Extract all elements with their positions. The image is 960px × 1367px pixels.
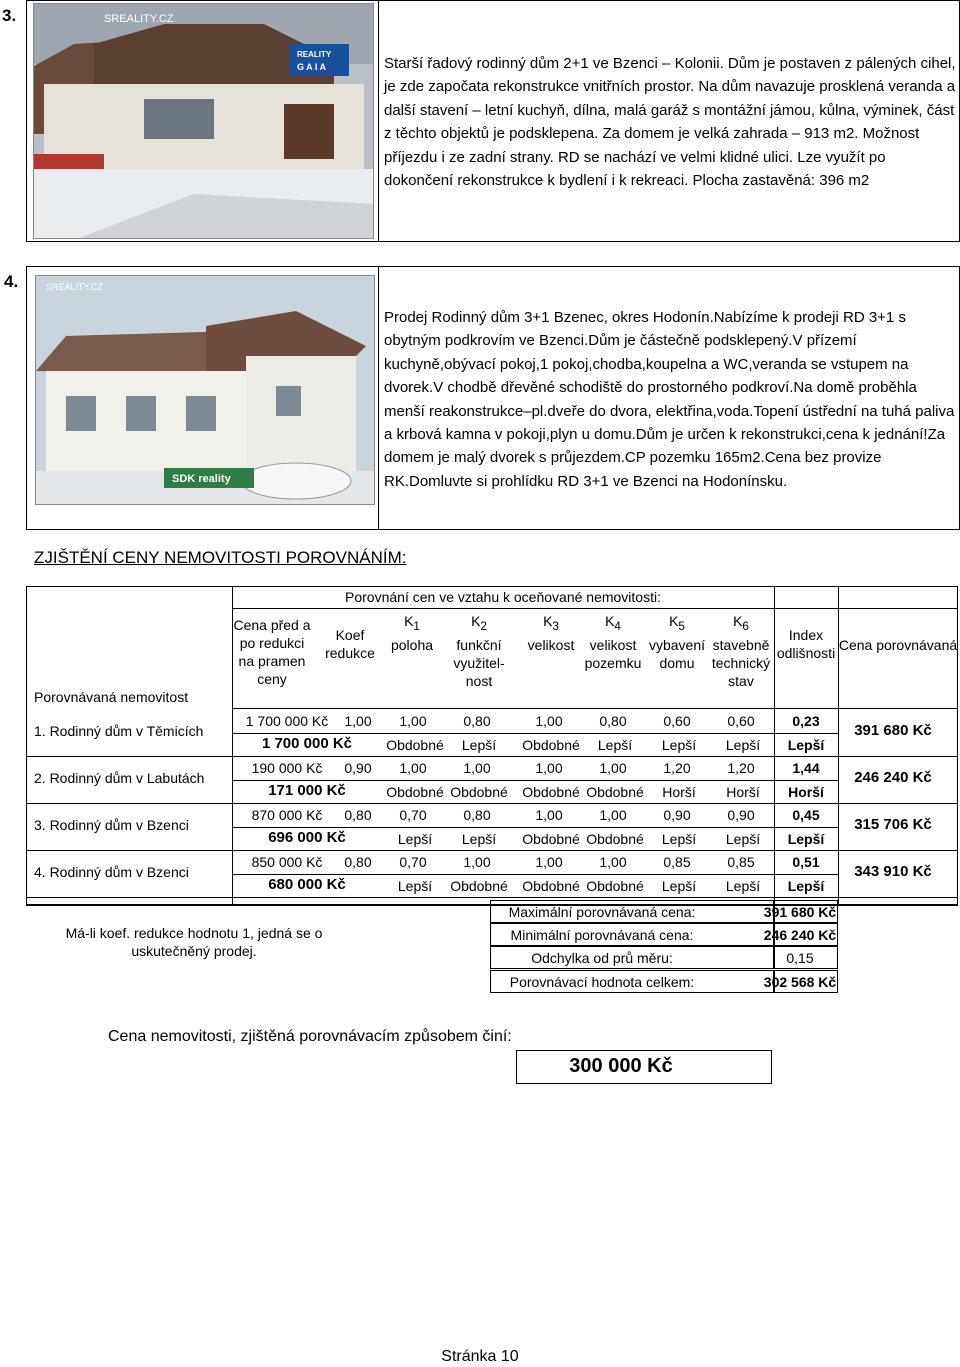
row-rating: Obdobné xyxy=(450,878,508,894)
col-koef: Koef redukce xyxy=(325,627,375,661)
group-header: Porovnání cen ve vztahu k oceňované nemovitosti: xyxy=(345,589,661,605)
row-rating: Obdobné xyxy=(522,831,580,847)
k-header-5: $K_5$ vybavení domu xyxy=(648,613,706,671)
watermark-3: SREALITY.CZ xyxy=(104,13,174,25)
final-label: Cena nemovitosti, zjištěná porovnávacím způsobem činí: xyxy=(108,1028,512,1045)
row-k-value: 1,00 xyxy=(535,760,563,776)
k-header-2: $K_2$ funkční využitel-nost xyxy=(453,613,505,689)
page-footer: Stránka 10 xyxy=(441,1348,519,1365)
row-rating: Lepší xyxy=(725,878,761,894)
listing-3-photo xyxy=(33,3,374,239)
summary-value: 391 680 Kč xyxy=(763,904,837,920)
row-price: 870 000 Kč xyxy=(251,807,323,823)
row-rating: Obdobné xyxy=(386,784,444,800)
row-koef: 1,00 xyxy=(344,713,372,729)
row-koef: 0,80 xyxy=(344,807,372,823)
house-photo-3 xyxy=(34,4,374,239)
row-price: 850 000 Kč xyxy=(251,854,323,870)
row-reduced-price: 680 000 Kč xyxy=(268,876,346,893)
row-rating: Horší xyxy=(662,784,696,800)
row-k-value: 1,00 xyxy=(599,807,627,823)
summary-value: 246 240 Kč xyxy=(763,927,837,943)
row-rating: Lepší xyxy=(725,831,761,847)
row-k-value: 0,80 xyxy=(599,713,627,729)
row-result: 391 680 Kč xyxy=(854,722,932,739)
row-koef: 0,80 xyxy=(344,854,372,870)
summary-value: 0,15 xyxy=(786,950,814,966)
col-property: Porovnávaná nemovitost xyxy=(34,689,189,705)
row-rating: Lepší xyxy=(661,737,697,753)
row-rating: Obdobné xyxy=(450,784,508,800)
row-property-name: 3. Rodinný dům v Bzenci xyxy=(34,817,189,833)
row-reduced-price: 1 700 000 Kč xyxy=(261,735,353,752)
row-k-value: 0,90 xyxy=(663,807,691,823)
row-k-value: 1,00 xyxy=(399,713,427,729)
row-k-value: 0,70 xyxy=(399,854,427,870)
row-property-name: 4. Rodinný dům v Bzenci xyxy=(34,864,189,880)
row-k-value: 0,90 xyxy=(727,807,755,823)
row-reduced-price: 171 000 Kč xyxy=(268,782,346,799)
logo-sdk: SDK reality xyxy=(172,473,231,485)
row-result: 315 706 Kč xyxy=(854,816,932,833)
final-value: 300 000 Kč xyxy=(569,1055,673,1077)
listing-3-description: Starší řadový rodinný dům 2+1 ve Bzenci – Kolonii. Dům je postaven z pálených cihel, je zde započata rekonstrukce vnitřních prostor. Na dům navazuje prosklená veranda a další stavení – letní kuchyň, dílna, malá garáž s montážní jámou, kůlna, výminek, část z těchto objektů je podsklepena. Za domem je velká zahrada – 913 m2. Možnost příjezdu i ze zadní strany. RD se nachází ve velmi klidné ulici. Lze využít po dokončení rekonstrukce k bydlení i k rekreaci. Plocha zastavěná: 396 m2 xyxy=(384,55,956,190)
row-price: 1 700 000 Kč xyxy=(245,713,329,729)
row-index: 1,44 xyxy=(792,760,820,776)
col-index: Index odlišnosti xyxy=(776,627,836,661)
row-k-value: 1,00 xyxy=(535,854,563,870)
row-k-value: 0,60 xyxy=(727,713,755,729)
row-index: 0,45 xyxy=(792,807,820,823)
row-k-value: 1,20 xyxy=(663,760,691,776)
row-k-value: 1,00 xyxy=(463,760,491,776)
row-rating: Lepší xyxy=(397,831,433,847)
row-index: 0,23 xyxy=(792,713,820,729)
k-header-6: $K_6$ stavebně technický stav xyxy=(711,613,771,689)
row-rating: Obdobné xyxy=(522,878,580,894)
row-rating: Lepší xyxy=(461,737,497,753)
listing-3-number: 3. xyxy=(2,6,17,25)
row-rating: Lepší xyxy=(661,878,697,894)
row-reduced-price: 696 000 Kč xyxy=(268,829,346,846)
row-k-value: 1,00 xyxy=(599,854,627,870)
k-header-3: $K_3$ velikost xyxy=(527,613,575,653)
row-price: 190 000 Kč xyxy=(251,760,323,776)
col-price: Cena před a po redukci na pramen ceny xyxy=(233,617,311,687)
row-k-value: 1,00 xyxy=(463,854,491,870)
row-k-value: 0,85 xyxy=(727,854,755,870)
row-k-value: 1,00 xyxy=(599,760,627,776)
k-header-4: $K_4$ velikost pozemku xyxy=(584,613,642,671)
logo-gaia-line2: G A I A xyxy=(297,62,326,72)
section-title: ZJIŠTĚNÍ CENY NEMOVITOSTI POROVNÁNÍM: xyxy=(34,548,407,567)
row-overall: Lepší xyxy=(787,831,825,847)
row-rating: Obdobné xyxy=(522,737,580,753)
row-rating: Horší xyxy=(726,784,760,800)
summary-label: Maximální porovnávaná cena: xyxy=(508,904,696,920)
row-property-name: 2. Rodinný dům v Labutách xyxy=(34,770,205,786)
house-photo-4 xyxy=(36,276,375,505)
row-index: 0,51 xyxy=(792,854,820,870)
row-overall: Horší xyxy=(788,784,824,800)
row-rating: Obdobné xyxy=(386,737,444,753)
row-overall: Lepší xyxy=(787,878,825,894)
row-k-value: 0,80 xyxy=(463,807,491,823)
row-rating: Obdobné xyxy=(586,878,644,894)
summary-label: Porovnávací hodnota celkem: xyxy=(509,974,695,990)
row-k-value: 1,00 xyxy=(535,713,563,729)
k-header-1: $K_1$ poloha xyxy=(390,613,434,653)
listing-4-photo xyxy=(35,275,375,505)
listing-4-number: 4. xyxy=(4,272,19,291)
row-rating: Lepší xyxy=(597,737,633,753)
row-rating: Obdobné xyxy=(522,784,580,800)
row-rating: Lepší xyxy=(661,831,697,847)
watermark-4: SREALITY.CZ xyxy=(46,282,103,292)
row-rating: Lepší xyxy=(725,737,761,753)
row-k-value: 0,80 xyxy=(463,713,491,729)
row-k-value: 1,00 xyxy=(399,760,427,776)
row-overall: Lepší xyxy=(787,737,825,753)
summary-label: Minimální porovnávaná cena: xyxy=(510,927,694,943)
note: Má-li koef. redukce hodnotu 1, jedná se o uskutečněný prodej. xyxy=(65,925,323,959)
summary-value: 302 568 Kč xyxy=(763,974,837,990)
row-rating: Lepší xyxy=(397,878,433,894)
summary-label: Odchylka od prů měru: xyxy=(531,950,673,966)
col-result: Cena porovnávaná xyxy=(838,637,958,653)
row-k-value: 0,60 xyxy=(663,713,691,729)
logo-gaia-line1: REALITY xyxy=(297,50,332,59)
row-rating: Obdobné xyxy=(586,831,644,847)
row-k-value: 1,20 xyxy=(727,760,755,776)
row-result: 246 240 Kč xyxy=(854,769,932,786)
listing-4-description: Prodej Rodinný dům 3+1 Bzenec, okres Hodonín.Nabízíme k prodeji RD 3+1 s obytným podkrovím ve Bzenci.Dům je částečně podsklepený.V přízemí kuchyně,obývací pokoj,1 pokoj,chodba,koupelna a WC,veranda se vstupem na dvorek.V chodbě dřevěné schodiště do prostorného podkroví.Na domě proběhla menší reakonstrukce–pl.dveře do dvora, elektřina,voda.Topení ústřední na tuhá paliva a krbová kamna v pokoji,plyn u domu.Dům je určen k rekonstrukci,cena k jednání!Za domem je malý dvorek s průjezdem.CP pozemku 165m2.Cena bez provize RK.Domluvte si prohlídku RD 3+1 ve Bzenci na Hodonínsku. xyxy=(384,309,955,490)
row-k-value: 0,85 xyxy=(663,854,691,870)
row-rating: Obdobné xyxy=(586,784,644,800)
row-koef: 0,90 xyxy=(344,760,372,776)
row-rating: Lepší xyxy=(461,831,497,847)
row-k-value: 0,70 xyxy=(399,807,427,823)
row-property-name: 1. Rodinný dům v Těmicích xyxy=(34,723,204,739)
row-k-value: 1,00 xyxy=(535,807,563,823)
row-result: 343 910 Kč xyxy=(854,863,932,880)
